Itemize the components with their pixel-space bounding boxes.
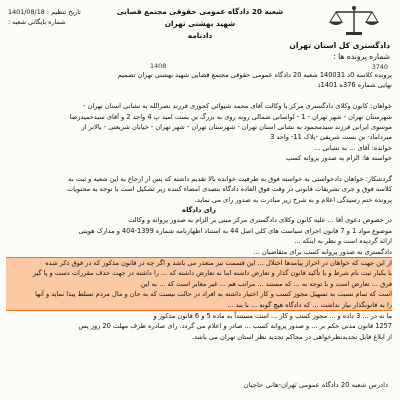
document-type: دادنامه — [187, 31, 213, 40]
court-header — [110, 6, 290, 42]
body-line: فرق ... تعارض است و با توجه به ... که مستند ... مراتب هم ... غیر مغایر است که ... به این — [6, 279, 392, 289]
body-line: با یکبار ثبت نام شرط و با تأکید قانون گذار و تعارض داشته اما نه تعارض داشته که ... را داشته در جهت حذف مقررات دست و پا گیر — [6, 268, 392, 278]
body-line: خواهان: کانون وکلای دادگستری مرکز با وکالت آقای محمد شیوائی کجوری فرزند نصرالله به نشانی استان تهران - — [83, 102, 392, 111]
body-line: موضوع مواد 1 و 7 قانون اجرای سیاست های کلی اصل 44 به استناد اظهارنامه شماره 1399-404 و مدارک هویتی — [78, 226, 392, 235]
body-line: پرونده کلاسه 0ذ 140031 شعبه 20 دادگاه عمومی حقوقی مجتمع قضایی شهید بهشتی تهران تصمیم — [117, 71, 392, 79]
body-line: رای دادگاه — [182, 206, 216, 215]
case-number-label: شماره پرونده ها : — [333, 52, 390, 61]
body-line: نهایی شماره 376ه 1401ذ — [317, 81, 392, 90]
body-line — [6, 91, 392, 101]
body-line: در خصوص دعوی آقا ... علیه کانون وکلای دادگستری مرکز مبنی بر الزام به صدور پروانه و وکالت — [128, 216, 392, 225]
date-label: تاریخ تنظیم : — [46, 8, 81, 16]
body-line: را به قانونگذار نیاز نداشت ... که دادگاه هیچ گونه ... با بند ... — [6, 300, 392, 311]
judge-signature-line: دادرس شعبه 20 دادگاه عمومی تهران-هانی حاجیان — [243, 381, 388, 389]
body-line: گردشکار: خواهان دادخواستی به خواسته فوق به طرفیت خوانده بالا تقدیم داشته که پس از ارجاع به این شعبه و ثبت به — [68, 174, 392, 183]
body-line: شهرستان تهران - شهر تهران - 1 - لواسانی شمالی روبه روی به بزرگ بن بست امید پ 4 واحد 2 و آقای سیدحمیدرضا — [69, 112, 392, 121]
body-line: ما نه در ... 3 داده و ... مجوز کسب و کار ... است مستنداً به ماده 5 و 6 قانون مذکور و — [153, 311, 392, 320]
date-value: 1401/08/18 — [8, 8, 45, 16]
verdict-body — [6, 70, 392, 342]
body-line — [6, 164, 392, 174]
body-line: 1257 قانون مدنی حکم بر ... و صدور پروانه کسب ... صادر و اعلام می گردد. رای صادره ظرف مهلت 20 روز پس — [78, 322, 392, 331]
org-header — [225, 40, 390, 62]
body-line: است که تمام نسبت به تسهیل مجوز کسب و کار اختیار داشته به افراد در حالت نیست که به جان و مال مردم تسلط پیدا نماید و آنها — [6, 289, 392, 299]
body-line: ارائه گردیده است و نظر به اینکه ... — [294, 237, 392, 246]
body-line: دادگستری به صدور پروانه کسب برای متقاضیان ... — [253, 247, 392, 256]
justice-scales-logo — [326, 4, 382, 38]
body-line: میرداماد- بن بست شریفی -پلاک 11- واحد 3 — [270, 133, 392, 142]
body-line: موسوی ایرانی فرزند سیدمحمود به نشانی استان تهران - شهرستان تهران - شهر تهران - خیابان شریعتی - بالاتر از — [81, 122, 392, 131]
archive-label: شماره بایگانی شعبه : — [8, 18, 66, 26]
body-line: خوانده: آقای ... به نشانی ... — [314, 143, 392, 152]
date-block — [8, 7, 108, 27]
sub-number-right: 3740 — [371, 63, 388, 71]
body-line: از ابلاغ قابل تجدیدنظرخواهی در محاکم تجدید نظر استان تهران می باشد. — [191, 332, 392, 341]
org-name: دادگستری کل استان تهران — [289, 41, 390, 50]
court-name: شعبه 20 دادگاه عمومی حقوقی مجتمع قضایی شهید بهشتی تهران — [116, 7, 284, 28]
sub-number-left: 1408 — [150, 62, 167, 70]
body-line: خواسته ها: الزام به صدور پروانه کسب — [285, 154, 392, 163]
body-line: پرونده ختم رسیدگی اعلام و به شرح زیر مبادرت به صدور رای می نماید. — [194, 195, 392, 204]
body-line: از این جهت که خواهان در احراز پیامدها اختلال ... این قسمت نیز متعذر می باشد و اگر چه در قانون مذکور که در فوق ذکر شده — [6, 257, 392, 268]
body-line: کلاسه فوق و جری تشریفات قانونی در وقت فوق العاده دادگاه بتصدی امضاء کننده زیر تشکیل است با توجه به محتویات — [66, 185, 392, 194]
